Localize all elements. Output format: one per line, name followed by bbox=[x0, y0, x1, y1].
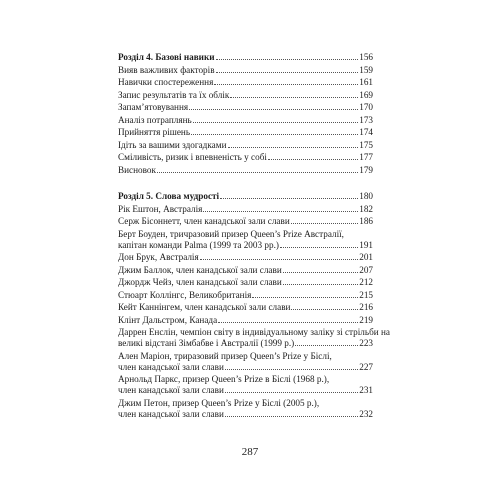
toc-entry-title-line1: Даррен Енслін, чемпіон світу в індивідуальному заліку зі стрільби на bbox=[118, 327, 390, 337]
toc-entry-multiline bbox=[118, 374, 373, 396]
toc-page-number: 177 bbox=[359, 152, 373, 162]
toc-entry bbox=[118, 252, 373, 263]
toc-entry-title: Висновок bbox=[118, 164, 156, 175]
toc-entry-title: Вияв важливих факторів bbox=[118, 64, 215, 75]
toc-entry-title-line2: член канадської зали слави bbox=[118, 361, 224, 372]
dot-leader bbox=[203, 211, 358, 212]
dot-leader bbox=[225, 416, 358, 417]
toc-entry bbox=[118, 140, 373, 151]
toc-page-number: 215 bbox=[359, 289, 373, 300]
toc-entry bbox=[118, 77, 373, 88]
dot-leader bbox=[216, 59, 359, 60]
dot-leader bbox=[291, 223, 358, 224]
toc-page-number: 175 bbox=[359, 139, 373, 150]
dot-leader bbox=[230, 97, 358, 98]
toc-page-number: 227 bbox=[359, 361, 373, 372]
toc-entry bbox=[118, 127, 373, 138]
toc-page-number: 223 bbox=[359, 338, 373, 348]
toc-entry bbox=[118, 265, 373, 276]
toc-entry bbox=[118, 90, 373, 101]
toc-entry bbox=[118, 165, 373, 176]
toc-entry bbox=[118, 216, 373, 227]
toc-entry bbox=[118, 115, 373, 126]
dot-leader bbox=[200, 259, 359, 260]
toc-entry-title: Стюарт Коллінгс, Великобританія bbox=[118, 289, 252, 300]
toc-entry-title-line2: член канадської зали слави bbox=[118, 408, 224, 419]
toc-page-number: 232 bbox=[359, 408, 373, 419]
dot-leader bbox=[218, 322, 358, 323]
toc-entry-title: Аналіз потраплянь bbox=[118, 114, 192, 125]
dot-leader bbox=[291, 309, 358, 310]
toc-heading-title: Розділ 4. Базові навики bbox=[118, 52, 215, 62]
toc-entry-title-line1: Джим Петон, призер Queen’s Prize у Біслі (2005 р.), bbox=[118, 397, 320, 408]
dot-leader bbox=[295, 345, 358, 346]
toc-page-number: 180 bbox=[359, 191, 373, 201]
toc-page-number: 174 bbox=[359, 127, 373, 137]
toc-entry-title: Джордж Чейз, член канадської зали слави bbox=[118, 277, 282, 287]
toc-entry-title: Кейт Каннінгем, член канадської зали слави bbox=[118, 302, 291, 312]
dot-leader bbox=[157, 172, 358, 173]
toc-heading-section-5 bbox=[118, 191, 373, 202]
toc-entry bbox=[118, 102, 373, 113]
toc-page-number: 169 bbox=[359, 89, 373, 100]
toc-page-number: 216 bbox=[359, 302, 373, 312]
section-spacer bbox=[118, 177, 373, 191]
toc-entry-title-line1: Ален Маріон, триразовий призер Queen’s Prize у Біслі, bbox=[118, 350, 332, 361]
toc-page-number: 231 bbox=[359, 385, 373, 395]
toc-entry-title: Навички спостереження bbox=[118, 77, 214, 87]
dot-leader bbox=[189, 109, 358, 110]
dot-leader bbox=[283, 272, 358, 273]
toc-entry-last-line bbox=[118, 240, 373, 251]
dot-leader bbox=[225, 369, 358, 370]
page-folio: 287 bbox=[241, 446, 259, 458]
dot-leader bbox=[214, 84, 358, 85]
toc-page-number: 156 bbox=[359, 52, 373, 62]
dot-leader bbox=[280, 247, 358, 248]
toc-entry-title-line1: Берт Боуден, тричразовий призер Queen’s Prize Австралії, bbox=[118, 228, 344, 239]
toc-entry-last-line bbox=[118, 385, 373, 396]
toc-entry bbox=[118, 277, 373, 288]
dot-leader bbox=[216, 72, 359, 73]
toc-entry-title-line2: член канадської зали слави bbox=[118, 385, 224, 395]
toc-entry-title: Запам’ятовування bbox=[118, 102, 189, 112]
toc-entry bbox=[118, 65, 373, 76]
toc-page-number: 173 bbox=[359, 114, 373, 125]
toc-heading-title: Розділ 5. Слова мудрості bbox=[118, 191, 220, 201]
toc-page-number: 161 bbox=[359, 77, 373, 87]
dot-leader bbox=[220, 198, 358, 199]
dot-leader bbox=[193, 122, 359, 123]
toc-entry-multiline bbox=[118, 327, 390, 349]
dot-leader bbox=[283, 284, 358, 285]
dot-leader bbox=[252, 297, 358, 298]
toc-entry-title: Запис результатів та їх облік bbox=[118, 89, 230, 100]
toc-page-number: 170 bbox=[359, 102, 373, 112]
toc-page-number: 159 bbox=[359, 64, 373, 75]
toc-page-number: 219 bbox=[359, 314, 373, 325]
dot-leader bbox=[228, 147, 359, 148]
toc-entry bbox=[118, 302, 373, 313]
toc-entry-title: Прийняття рішень bbox=[118, 127, 191, 137]
toc-entry-last-line bbox=[118, 409, 373, 420]
toc-entry-title-line2: великі відстані Зімбабве і Австралії (1999 р.) bbox=[118, 338, 295, 348]
toc-entry-title: Серж Бісоннетт, член канадської зали слави bbox=[118, 216, 290, 226]
table-of-contents bbox=[118, 52, 390, 421]
dot-leader bbox=[225, 392, 358, 393]
toc-entry-title-line1: Арнольд Паркс, призер Queen’s Prize в Біслі (1968 р.), bbox=[118, 374, 330, 384]
toc-entry-title: Рік Ештон, Австралія bbox=[118, 203, 203, 214]
toc-entry bbox=[118, 315, 373, 326]
toc-entry-title: Сміливість, ризик і впевненість у собі bbox=[118, 152, 267, 162]
toc-entry-multiline bbox=[118, 351, 373, 373]
toc-page-number: 207 bbox=[359, 264, 373, 275]
toc-entry-last-line bbox=[118, 362, 373, 373]
toc-entry-title: Ідіть за вашими здогадками bbox=[118, 139, 227, 150]
toc-entry bbox=[118, 290, 373, 301]
toc-page-number: 191 bbox=[359, 239, 373, 250]
dot-leader bbox=[191, 134, 358, 135]
toc-entry bbox=[118, 204, 373, 215]
toc-heading-section-4 bbox=[118, 52, 373, 63]
toc-page-number: 212 bbox=[359, 277, 373, 287]
toc-entry-title: Джим Баллок, член канадської зали слави bbox=[118, 264, 282, 275]
toc-entry-title-line2: капітан команди Palma (1999 та 2003 рр.) bbox=[118, 239, 279, 250]
toc-page-number: 182 bbox=[359, 203, 373, 214]
toc-entry-title: Дон Брук, Австралія bbox=[118, 252, 199, 262]
toc-page-number: 201 bbox=[359, 252, 373, 262]
toc-page-number: 186 bbox=[359, 216, 373, 226]
toc-page-number: 179 bbox=[359, 164, 373, 175]
toc-entry-last-line bbox=[118, 338, 373, 349]
toc-entry-multiline bbox=[118, 229, 373, 251]
toc-entry-title: Клінт Дальстром, Канада bbox=[118, 314, 218, 325]
toc-entry-multiline bbox=[118, 398, 373, 420]
toc-entry bbox=[118, 152, 373, 163]
dot-leader bbox=[268, 159, 358, 160]
